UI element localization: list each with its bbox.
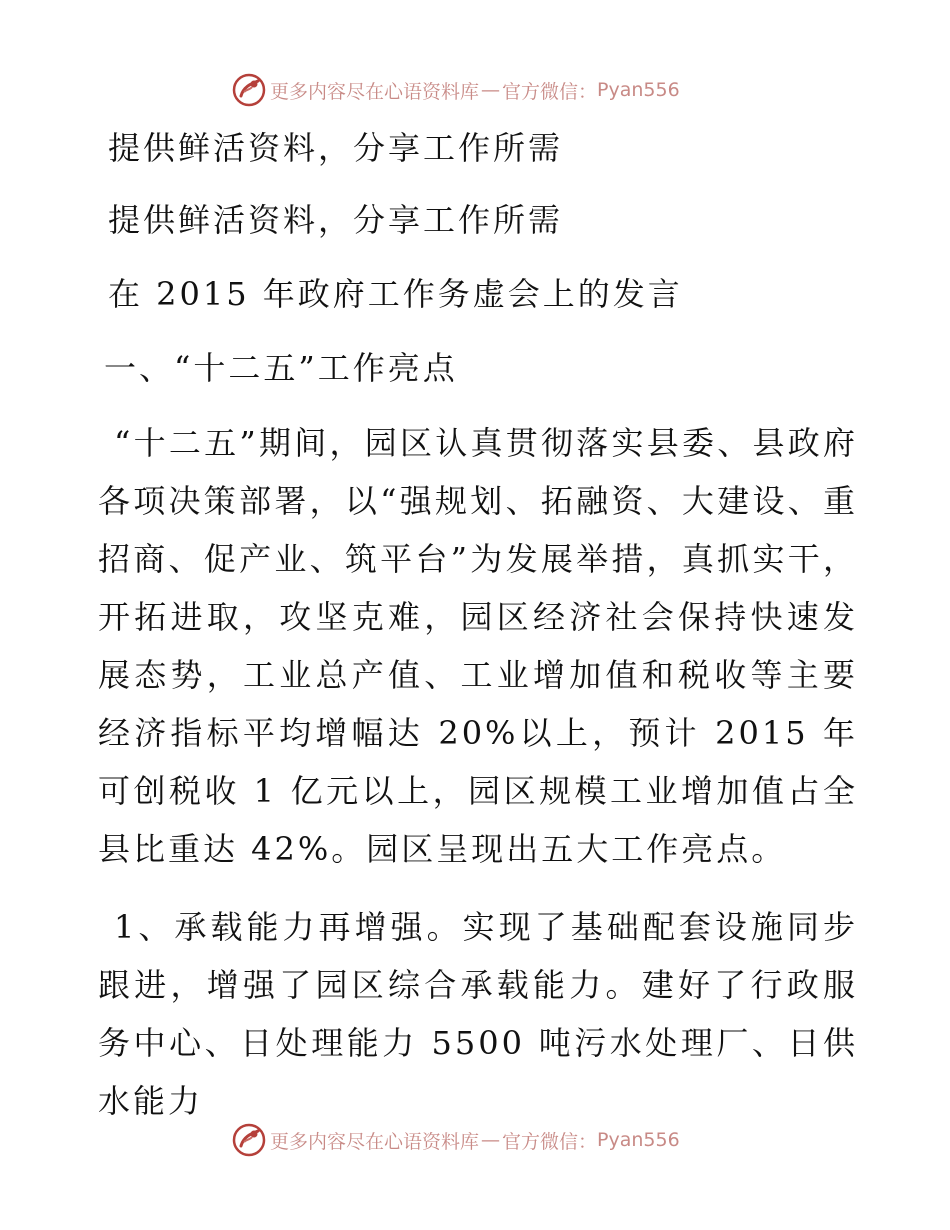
rose-logo-icon (232, 1123, 266, 1157)
banner-wechat-id: Pyan556 (597, 1129, 680, 1151)
header-banner (232, 72, 680, 108)
section-heading: 一、“十二五”工作亮点 (104, 349, 458, 387)
banner-dash: — (481, 79, 501, 101)
tagline-1: 提供鲜活资料，分享工作所需 (108, 129, 564, 167)
banner-main-text: 更多内容尽在心语资料库 (270, 80, 480, 103)
document-title: 在 2015 年政府工作务虚会上的发言 (108, 275, 683, 313)
rose-logo-icon (232, 73, 266, 107)
tagline-2: 提供鲜活资料，分享工作所需 (108, 201, 564, 239)
footer-banner (232, 1122, 680, 1158)
banner-wechat-id: Pyan556 (597, 79, 680, 101)
banner-dash: — (481, 1129, 501, 1151)
banner-main-text: 更多内容尽在心语资料库 (270, 1130, 480, 1153)
banner-official-label: 官方微信： (502, 80, 598, 103)
paragraph-capacity: 1、承载能力再增强。实现了基础配套设施同步跟进，增强了园区综合承载能力。建好了行政服务中心、日处理能力 5500 吨污水处理厂、日供水能力 (98, 908, 858, 1120)
paragraph-overview: “十二五”期间，园区认真贯彻落实县委、县政府各项决策部署，以“强规划、拓融资、大建设、重招商、促产业、筑平台”为发展举措，真抓实干，开拓进取，攻坚克难，园区经济社会保持快速发展态势，工业总产值、工业增加值和税收等主要经济指标平均增幅达 20%以上，预计 2015 年可创税收 1 亿元以上，园区规模工业增加值占全县比重达 42%。园区呈现出五大工作亮点。 (98, 424, 858, 868)
banner-official-label: 官方微信： (502, 1130, 598, 1153)
